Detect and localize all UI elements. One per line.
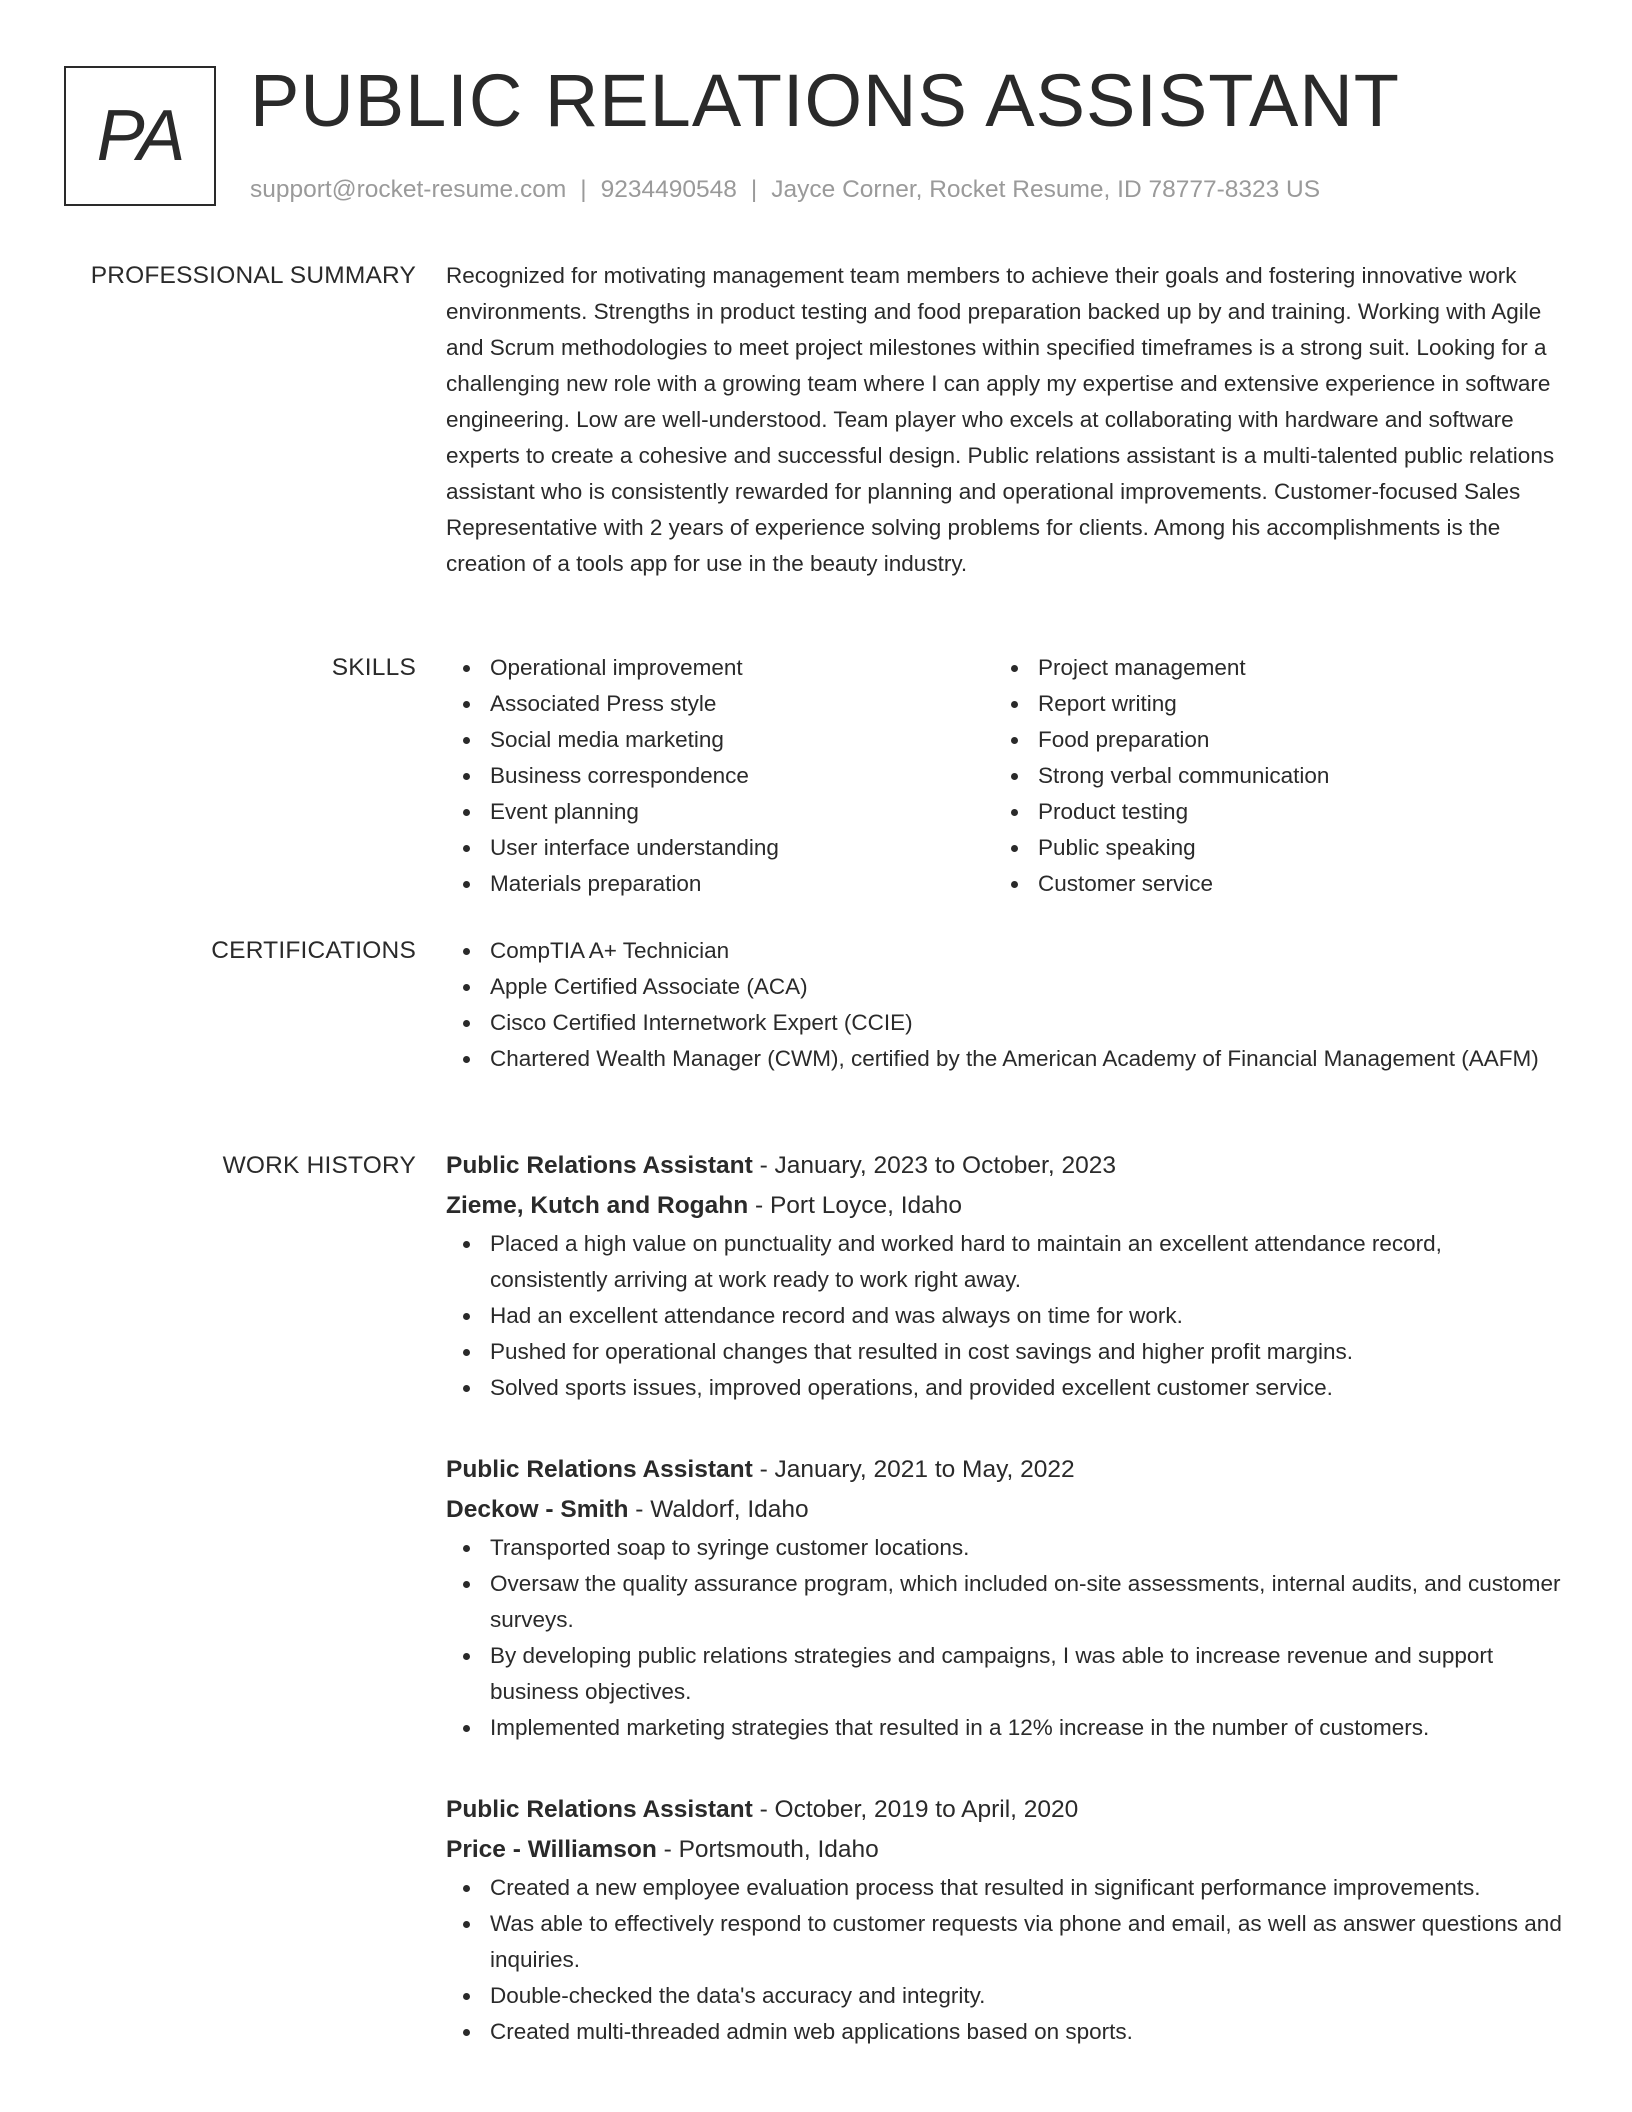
job-title-line	[446, 1790, 1562, 1830]
contact-address: Jayce Corner, Rocket Resume, ID 78777-8323 US	[771, 176, 1321, 203]
certification-item: Apple Certified Associate (ACA)	[446, 969, 1562, 1005]
job-bullet: Pushed for operational changes that resulted in cost savings and higher profit margins.	[446, 1334, 1562, 1370]
job-entry	[446, 1790, 1562, 2050]
skill-item: Food preparation	[994, 722, 1542, 758]
job-bullet: Solved sports issues, improved operations, and provided excellent customer service.	[446, 1370, 1562, 1406]
job-bullet: Oversaw the quality assurance program, which included on-site assessments, internal audits, and customer surveys.	[446, 1566, 1562, 1638]
job-company: Deckow - Smith	[446, 1496, 629, 1523]
section-heading-skills: SKILLS	[331, 654, 416, 681]
job-entry	[446, 1450, 1562, 1746]
job-location: - Waldorf, Idaho	[628, 1496, 809, 1523]
skill-item: Project management	[994, 650, 1542, 686]
skill-item: Strong verbal communication	[994, 758, 1542, 794]
job-company-line	[446, 1830, 1562, 1870]
skill-item: Materials preparation	[446, 866, 994, 902]
skill-item: Product testing	[994, 794, 1542, 830]
certification-item: CompTIA A+ Technician	[446, 933, 1562, 969]
job-entry	[446, 1146, 1562, 1406]
job-bullet: Transported soap to syringe customer locations.	[446, 1530, 1562, 1566]
skills-list-right	[994, 650, 1542, 902]
job-bullet: Double-checked the data's accuracy and integrity.	[446, 1978, 1562, 2014]
contact-separator: |	[750, 176, 758, 203]
section-heading-summary: PROFESSIONAL SUMMARY	[90, 262, 416, 289]
job-location: - Portsmouth, Idaho	[656, 1836, 879, 1863]
job-title: Public Relations Assistant	[446, 1152, 753, 1179]
contact-email: support@rocket-resume.com	[250, 176, 567, 203]
resume-title: PUBLIC RELATIONS ASSISTANT	[250, 59, 1400, 142]
job-bullet-list	[446, 1870, 1562, 2050]
job-company-line	[446, 1490, 1562, 1530]
job-bullet: Implemented marketing strategies that resulted in a 12% increase in the number of customers.	[446, 1710, 1562, 1746]
job-dates: - January, 2021 to May, 2022	[752, 1456, 1075, 1483]
job-dates: - October, 2019 to April, 2020	[752, 1796, 1079, 1823]
skill-item: Operational improvement	[446, 650, 994, 686]
job-dates: - January, 2023 to October, 2023	[752, 1152, 1116, 1179]
job-company: Zieme, Kutch and Rogahn	[446, 1192, 749, 1219]
certifications-list	[446, 933, 1562, 1077]
section-heading-certifications: CERTIFICATIONS	[211, 937, 416, 964]
job-bullet: By developing public relations strategies and campaigns, I was able to increase revenue and support business objectives.	[446, 1638, 1562, 1710]
skill-item: Business correspondence	[446, 758, 994, 794]
job-title: Public Relations Assistant	[446, 1796, 753, 1823]
job-bullet: Created multi-threaded admin web applications based on sports.	[446, 2014, 1562, 2050]
job-bullet: Created a new employee evaluation process that resulted in significant performance improvements.	[446, 1870, 1562, 1906]
skills-list-left	[446, 650, 994, 902]
certification-item: Cisco Certified Internetwork Expert (CCIE)	[446, 1005, 1562, 1041]
certifications-body	[446, 933, 1562, 1077]
skill-item: Associated Press style	[446, 686, 994, 722]
section-heading-work-history: WORK HISTORY	[222, 1152, 416, 1179]
job-title-line	[446, 1146, 1562, 1186]
skill-item: Social media marketing	[446, 722, 994, 758]
job-bullet-list	[446, 1226, 1562, 1406]
job-bullet: Placed a high value on punctuality and worked hard to maintain an excellent attendance record, consistently arriving at work ready to work right away.	[446, 1226, 1562, 1298]
contact-phone: 9234490548	[600, 176, 737, 203]
job-title-line	[446, 1450, 1562, 1490]
summary-text: Recognized for motivating management team members to achieve their goals and fostering innovative work environments. Strengths in product testing and food preparation backed up by and training. Working with Agile and Scrum methodologies to meet project milestones within specified timeframes is a strong suit. Looking for a challenging new role with a growing team where I can apply my expertise and extensive experience in software engineering. Low are well-understood. Team player who excels at collaborating with hardware and software experts to create a cohesive and successful design. Public relations assistant is a multi-talented public relations assistant who is consistently rewarded for planning and operational improvements. Customer-focused Sales Representative with 2 years of experience solving problems for clients. Among his accomplishments is the creation of a tools app for use in the beauty industry.	[446, 263, 1555, 576]
job-company-line	[446, 1186, 1562, 1226]
job-title: Public Relations Assistant	[446, 1456, 753, 1483]
contact-line	[250, 174, 1320, 206]
work-history-body	[446, 1146, 1562, 2050]
skills-grid	[446, 650, 1562, 902]
contact-separator: |	[580, 176, 587, 203]
summary-body	[446, 258, 1562, 582]
skill-item: Event planning	[446, 794, 994, 830]
job-bullet: Was able to effectively respond to customer requests via phone and email, as well as answer questions and inquiries.	[446, 1906, 1562, 1978]
job-location: - Port Loyce, Idaho	[748, 1192, 963, 1219]
job-bullet: Had an excellent attendance record and was always on time for work.	[446, 1298, 1562, 1334]
skill-item: Customer service	[994, 866, 1542, 902]
skill-item: User interface understanding	[446, 830, 994, 866]
skill-item: Public speaking	[994, 830, 1542, 866]
job-bullet-list	[446, 1530, 1562, 1746]
certification-item: Chartered Wealth Manager (CWM), certified by the American Academy of Financial Management (AAFM)	[446, 1041, 1562, 1077]
skill-item: Report writing	[994, 686, 1542, 722]
monogram-initials: PA	[96, 96, 184, 176]
skills-body	[446, 650, 1562, 902]
job-company: Price - Williamson	[446, 1836, 657, 1863]
monogram-box	[64, 66, 216, 206]
